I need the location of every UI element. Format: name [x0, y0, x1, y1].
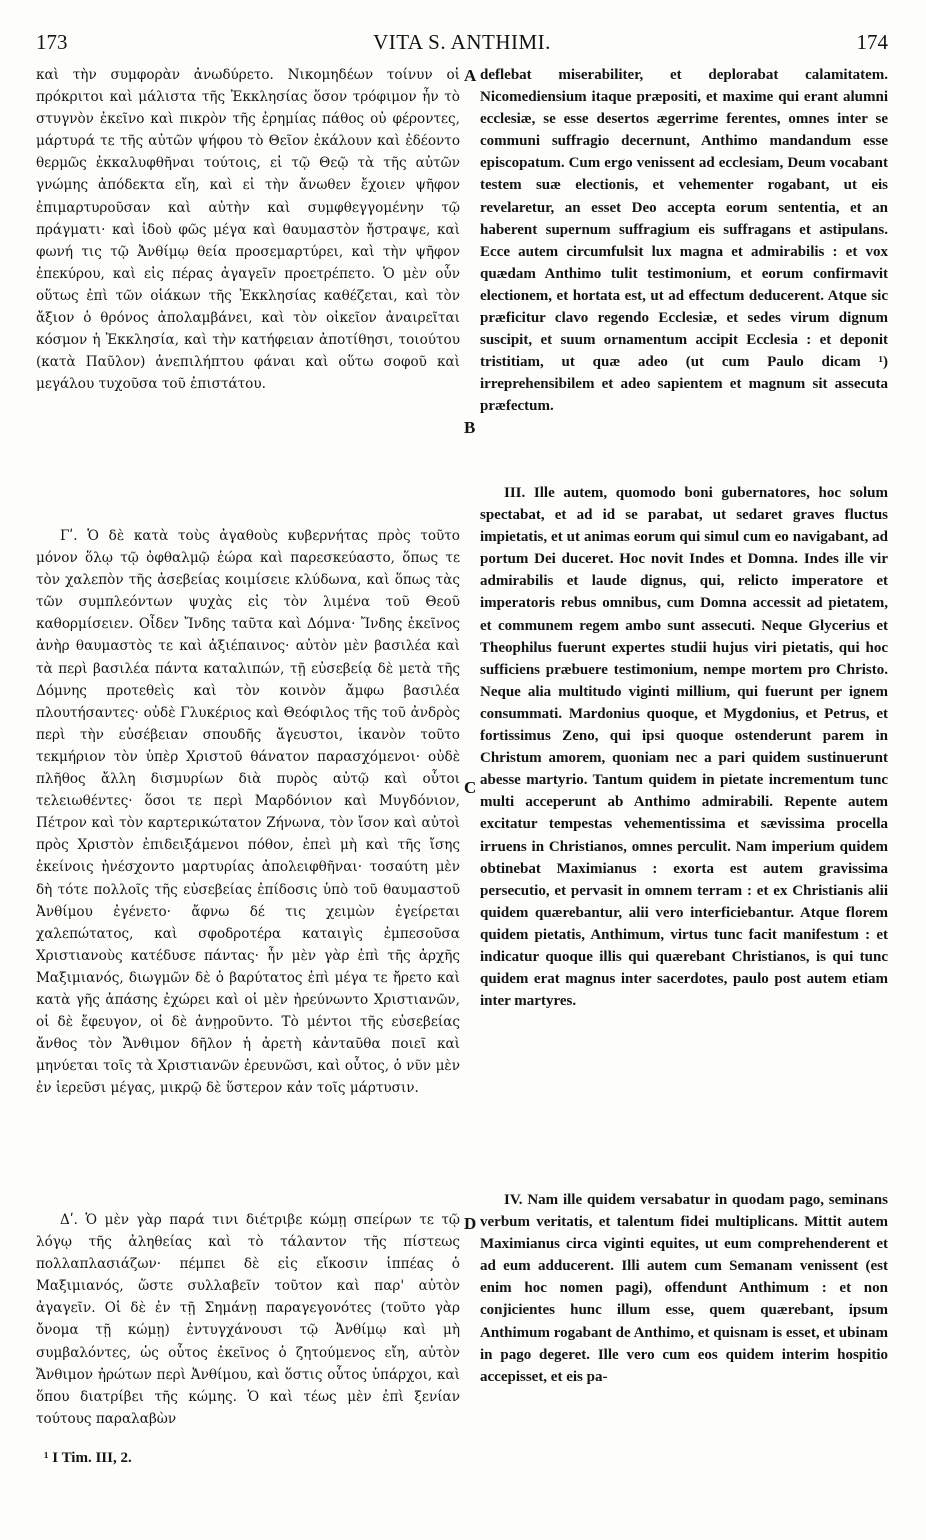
page-number-right: 174: [856, 30, 888, 54]
latin-paragraph-1: deflebat miserabiliter, et deplorabat calamitatem. Nicomediensium itaque præpositi, et maxime qui erant alumni ecclesiæ, se esse desertos ægerrime ferentes, omnes inter se communi suffragio decernunt, Anthimo mandandum esse episcopatum. Cum ergo venissent ad ecclesiam, Deum vocabant testem suæ electionis, et vehementer rogabant, ut eis revelaretur, an esset Deo accepta eorum sententia, et an haberent supernum suffragium eis suffragans et astipulans. Ecce autem circumfulsit lux magna et admirabilis : et vox quædam Anthimo tulit testimonium, et eorum confirmavit electionem, et hortata est, ut ad effectum deducerent. Atque sic præficitur clavo regendo Ecclesiæ, et sedes virum dignum suscipit, et suum ornamentum accipit Ecclesia : et deponit tristitiam, ut quæ adeo (ut cum Paulo dicam ¹) irreprehensibilem et adeo sapientem et magnum sit assecuta præfectum.: [480, 67, 888, 415]
footnote: ¹ I Tim. III, 2.: [44, 1450, 132, 1466]
greek-paragraph-1: καὶ τὴν συμφορὰν ἀνωδύρετο. Νικομηδέων τοίνυν οἱ πρόκριτοι καὶ μάλιστα τῆς Ἐκκλησίας ὅσον τρόφιμον ἦν τὸ στυγνὸν ἐκεῖνο καὶ πικρὸν τῆς ἐρημίας πάθος οὐ φέροντες, μάρτυρά τε τῆς αὐτῶν ψήφου τὸ Θεῖον ἐκάλουν καὶ ἐδέοντο θερμῶς ἐκκαλυφθῆναι τούτοις, εἰ τῷ Θεῷ τὰ τῆς αὐτῶν γνώμης ἀπόδεκτα εἴη, καὶ εἰ τὴν ἄνωθεν ἔχοιεν ψῆφον ἐπιμαρτυροῦσαν καὶ αὐτὴν καὶ συμφθεγγομένην τῷ πράγματι· καὶ ἰδοὺ φῶς μέγα καὶ θαυμαστὸν ἤστραψε, καὶ φωνή τις τῷ Ἀνθίμῳ θεία προσεμαρτύρει, καὶ τὴν ψῆφον ἐπεκύρου, καὶ εἰς πέρας ἀγαγεῖν προετρέπετο. Ὁ μὲν οὖν οὕτως ἐπὶ τῶν οἰάκων τῆς Ἐκκλησίας καθέζεται, καὶ τὸν ἄξιον ὁ θρόνος ἀπολαμβάνει, καὶ τὸν οἰκεῖον ἀναιρεῖται κόσμον ἡ Ἐκκλησία, καὶ τὴν κατήφειαν ἀποτίθησι, τοιούτου (κατὰ Παῦλον) ἀνεπιλήπτου φάναι καὶ οὕτω σοφοῦ καὶ μεγάλου τυχοῦσα τοῦ ἐπιστάτου.: [36, 67, 460, 393]
margin-marker-a: A: [464, 66, 477, 85]
greek-column: [36, 64, 460, 1452]
margin-marker-b: B: [464, 418, 476, 437]
latin-column: [480, 64, 888, 1432]
margin-marker-c: C: [464, 778, 477, 797]
greek-paragraph-2: Γʹ. Ὁ δὲ κατὰ τοὺς ἀγαθοὺς κυβερνήτας πρὸς τοῦτο μόνον ὅλῳ τῷ ὀφθαλμῷ ἑώρα καὶ παρεσκεύαστο, ὅπως τε τὸν χαλεπὸν τῆς ἀσεβείας κοιμίσειε κλύδωνα, καὶ ὅπως τὰς τῶν συμπλεόντων ψυχὰς εἰς τὸν λιμένα τοῦ Θεοῦ καθορμίσειεν. Οἶδεν Ἴνδης ταῦτα καὶ Δόμνα· Ἴνδης ἐκεῖνος ἀνὴρ θαυμαστὸς τε καὶ ἀξιέπαινος· αὐτὸν μὲν βασιλέα καὶ τὰ περὶ βασιλέα πάντα καταλιπών, τῇ εὐσεβείᾳ δὲ μετὰ τῆς Δόμνης προτεθεὶς καὶ τὸν κοινὸν ἄμφω βασιλέα πλουτήσαντες· οὐδὲ Γλυκέριος καὶ Θεόφιλος τῆς τοῦ ἀνδρὸς περὶ τὴν εὐσέβειαν σπουδῆς ἄγευστοι, ἱκανὸν τοῦτο τεκμήριον τὸν ὑπὲρ Χριστοῦ θάνατον παρασχόμενοι· οὐδὲ πλῆθος ἄλλη δισμυρίων διὰ πυρὸς αὐτῷ καὶ οὗτοι τελειωθέντες· ὅσοι τε περὶ Μαρδόνιον καὶ Μυγδόνιον, Πέτρον καὶ τὸν καρτερικώτατον Ζήνωνα, τὸν ἴσον καὶ αὐτοὶ πρὸς Χριστὸν ἐπιδειξάμενοι πόθον, ἐπεὶ μὴ καὶ τῆς ἴσης ἐκείνοις ἠνέσχοντο μαρτυρίας ἀπολειφθῆναι· τοσαύτη μὲν δὴ τότε πολλοῖς τῆς εὐσεβείας ἐπίδοσις ὑπὸ τοῦ θαυμαστοῦ Ἀνθίμου ἐγένετο· ἄφνω δέ τις χειμὼν ἐγείρεται χαλεπώτατος, καὶ σφοδροτέρα καταιγὶς ἐμπεσοῦσα Χριστιανοὺς κατέδυσε πάντας· ἦν μὲν γὰρ ἐπὶ τῆς ἀρχῆς Μαξιμιανός, διωγμῶν δὲ ὁ βαρύτατος ἐπὶ μέγα τε ἤρετο καὶ κατὰ γῆς ἁπάσης ἐχώρει καὶ οἱ μὲν ἠρεύνωντο Χριστιανῶν, οἱ δὲ ἔφευγον, οἱ δὲ ἀνῃροῦντο. Τὸ μέντοι τῆς εὐσεβείας ἄνθος τὸν Ἄνθιμον δῆλον ἡ ἀρετὴ κἀνταῦθα ποιεῖ καὶ μηνύεται τοῖς τὰ Χριστιανῶν ἐρευνῶσι, καὶ οὗτος, ὁ νῦν μὲν ἐν ἱερεῦσι μέγας, μικρῷ δὲ ὕστερον κἀν τοῖς μάρτυσιν.: [36, 528, 460, 1097]
latin-paragraph-2: III. Ille autem, quomodo boni gubernatores, hoc solum spectabat, et ad id se parabat, ut sedaret graves fluctus impietatis, et ut animas eorum qui simul cum eo navigabant, ad portum Dei duceret. Hoc novit Indes et Domna. Indes ille vir admirabilis et laude dignus, qui, relicto imperatore et imperatoris rebus omnibus, cum Domna accessit ad pietatem, et communem regem ambo sunt assecuti. Neque Glycerius et Theophilus fuerunt expertes studii hujus viri pietatis, qui hoc sufficiens præbuere testimonium, nempe mortem pro Christo. Neque alia multitudo viginti millium, qui fuerunt per ignem consummati. Mardonius quoque, et Mygdonius, et Petrus, et fortissimus Zeno, qui ipsi quoque ostenderunt parem in Christum amorem, quoniam nec a pari quidem sustinuerunt abesse martyrio. Tantum quidem in pietate incrementum tunc multi acceperunt ab Anthimo admirabili. Repente autem excitatur tempestas vehementissima et sævissima procella irruens in Christianos, omnes perculit. Nam imperium quidem obtinebat Maximianus : exorta est autem gravissima persecutio, et pervasit in omnem terram : et ex Christianis alii quidem quærebantur, alii vero interficiebantur. Atque florem quidem pietatis, Anthimum, virtus tunc facit manifestum : et indicatur quoque illis qui quærebant Christianos, is qui tunc quidem erat magnus inter sacerdotes, paulo post autem etiam inter martyres.: [480, 485, 888, 1010]
latin-paragraph-3: IV. Nam ille quidem versabatur in quodam pago, seminans verbum veritatis, et talentum fidei multiplicans. Mittit autem Maximianus circa viginti equites, ut eum comprehenderent et ad eum adducerent. Illi autem cum Semanam venissent (est enim hoc nomen pagi), offendunt Anthimum : et non conjicientes hunc illum esse, quem quærebant, ipsum Anthimum rogabant de Anthimo, et quisnam is esset, et ubinam in pago degeret. Ille vero cum eos quidem interim hospitio accepisset, et eis pa-: [480, 1192, 888, 1385]
running-title: VITA S. ANTHIMI.: [373, 30, 551, 54]
page-number-left: 173: [36, 30, 68, 54]
margin-marker-d: D: [464, 1214, 477, 1233]
greek-paragraph-3: Δʹ. Ὁ μὲν γὰρ παρά τινι διέτριβε κώμῃ σπείρων τε τῷ λόγῳ τῆς ἀληθείας καὶ τὸ τάλαντον τῆς πίστεως πολλαπλασιάζων· πέμπει δὲ εἰς εἴκοσιν ἱππέας ὁ Μαξιμιανός, ὥστε συλλαβεῖν τοῦτον καὶ παρ' αὐτὸν ἀγαγεῖν. Οἱ δὲ ἐν τῇ Σημάνῃ παραγεγονότες (τοῦτο γὰρ ὄνομα τῇ κώμῃ) ἐντυγχάνουσι τῷ Ἀνθίμῳ καὶ μὴ συμβαλόντες, ὡς οὗτος ἐκεῖνος ὁ ζητούμενος εἴη, αὐτὸν Ἄνθιμον ἠρώτων περὶ Ἀνθίμου, καὶ ὅστις οὗτος ὑπάρχοι, καὶ ὅπου διατρίβει τῆς κώμης. Ὁ καὶ τέως μὲν ἐπὶ ξενίαν τούτους παραλαβὼν: [36, 1212, 460, 1427]
running-header: [36, 30, 888, 64]
